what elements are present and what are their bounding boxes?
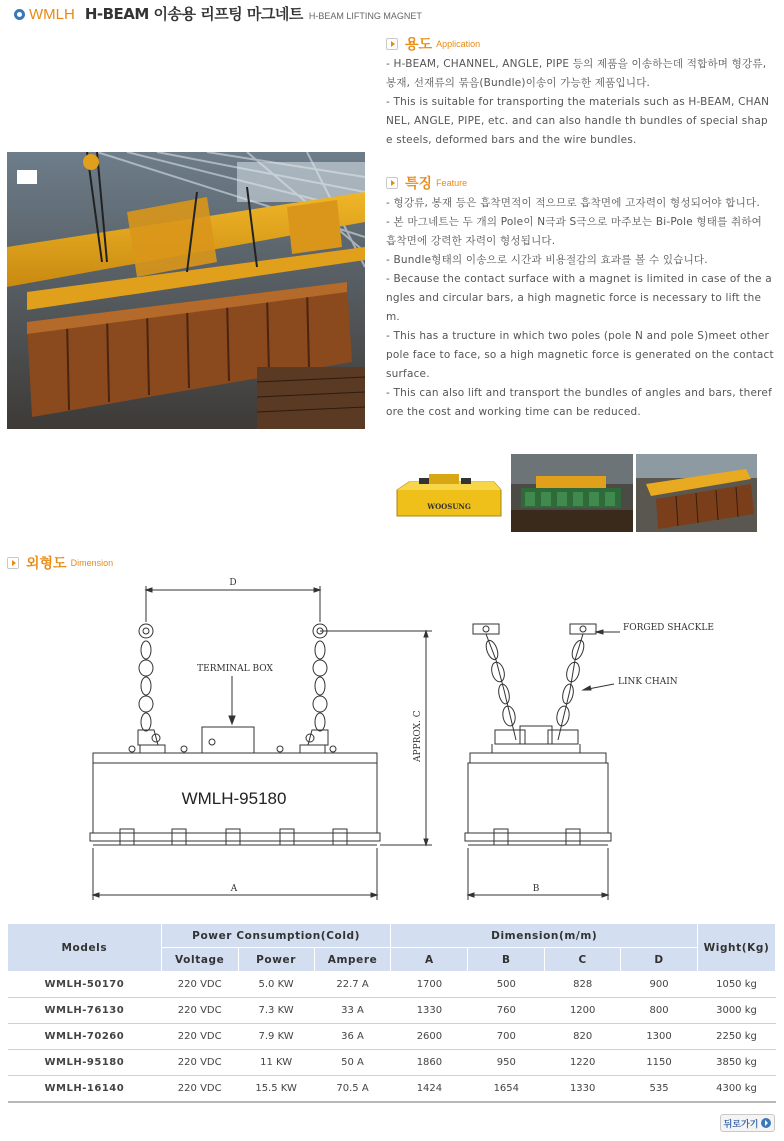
label-c: APPROX. C [413, 710, 423, 762]
label-terminal-box: TERMINAL BOX [197, 664, 273, 674]
cell-power: 7.3 KW [238, 998, 314, 1024]
cell-a: 1860 [391, 1050, 468, 1076]
cell-b: 760 [468, 998, 545, 1024]
application-title-en: Application [436, 39, 481, 49]
page-header [14, 3, 422, 21]
cell-a: 1424 [391, 1076, 468, 1102]
thumbnail-photo-bundle[interactable] [511, 454, 633, 532]
application-heading [386, 34, 480, 54]
cell-weight: 3850 kg [697, 1050, 775, 1076]
arrow-icon [386, 177, 398, 189]
table-row [8, 998, 776, 1024]
cell-model: WMLH-16140 [8, 1076, 162, 1102]
cell-weight: 4300 kg [697, 1076, 775, 1102]
cell-voltage: 220 VDC [161, 1050, 238, 1076]
dimension-drawing [0, 570, 784, 905]
cell-ampere: 70.5 A [314, 1076, 391, 1102]
cell-model: WMLH-50170 [8, 972, 162, 998]
cell-ampere: 33 A [314, 998, 391, 1024]
page-title: H-BEAM 이송용 리프팅 마그네트 [84, 5, 303, 23]
product-code: WMLH [29, 6, 75, 23]
feature-line: - Because the contact surface with a magnet is limited in case of the angles and circular bars, a high magnetic force is necessary to lift them. [386, 273, 772, 323]
cell-ampere: 50 A [314, 1050, 391, 1076]
cell-a: 2600 [391, 1024, 468, 1050]
cell-d: 900 [621, 972, 698, 998]
application-title-ko: 용도 [405, 37, 433, 53]
dimension-title-en: Dimension [70, 558, 114, 568]
label-d: D [229, 578, 237, 588]
label-a: A [230, 884, 238, 894]
label-b: B [532, 884, 540, 894]
cell-model: WMLH-70260 [8, 1024, 162, 1050]
table-row [8, 1024, 776, 1050]
cell-voltage: 220 VDC [161, 1076, 238, 1102]
main-product-photo [7, 152, 365, 429]
application-line: - This is suitable for transporting the materials such as H-BEAM, CHANNEL, ANGLE, PIPE, etc. and can also handle th bundles of special shape steels, deformed bars and the wire bundles. [386, 96, 770, 146]
cell-b: 700 [468, 1024, 545, 1050]
label-link-chain: LINK CHAIN [618, 677, 678, 687]
cell-power: 5.0 KW [238, 972, 314, 998]
cell-ampere: 22.7 A [314, 972, 391, 998]
cell-a: 1700 [391, 972, 468, 998]
back-button-label: 뒤로가기 [723, 1119, 759, 1130]
arrow-icon [7, 557, 19, 569]
feature-line: - 본 마그네트는 두 개의 Pole이 N극과 S극으로 마주보는 Bi-Pole 형태를 취하여 흡착면에 강력한 자력이 형성됩니다. [386, 216, 763, 247]
label-forged-shackle: FORGED SHACKLE [623, 623, 714, 633]
cell-b: 500 [468, 972, 545, 998]
cell-power: 11 KW [238, 1050, 314, 1076]
header-b: B [468, 948, 545, 972]
cell-weight: 2250 kg [697, 1024, 775, 1050]
cell-c: 828 [545, 972, 621, 998]
feature-text [386, 194, 774, 422]
table-header-row [8, 924, 776, 948]
arrow-right-icon [761, 1118, 771, 1128]
header-power: Power Consumption(Cold) [161, 924, 391, 948]
cell-model: WMLH-95180 [8, 1050, 162, 1076]
header-weight: Wight(Kg) [697, 924, 775, 972]
back-button[interactable] [720, 1114, 775, 1132]
arrow-icon [386, 38, 398, 50]
thumb-brand-text: WOOSUNG [427, 502, 471, 511]
drawing-model-label: WMLH-95180 [181, 789, 287, 808]
table-row [8, 972, 776, 998]
spec-table [7, 923, 776, 1103]
header-models: Models [8, 924, 162, 972]
table-row [8, 1076, 776, 1102]
feature-line: - Bundle형태의 이송으로 시간과 비용절감의 효과를 볼 수 있습니다. [386, 254, 708, 266]
header-c: C [545, 948, 621, 972]
cell-d: 1300 [621, 1024, 698, 1050]
feature-line: - This can also lift and transport the bundles of angles and bars, therefore the cost and working time can be reduced. [386, 387, 772, 418]
application-line: - H-BEAM, CHANNEL, ANGLE, PIPE 등의 제품을 이송하는데 적합하며 형강류, 봉재, 선재류의 묶음(Bundle)이송이 가능한 제품입니다. [386, 58, 767, 89]
cell-c: 820 [545, 1024, 621, 1050]
cell-d: 1150 [621, 1050, 698, 1076]
bullet-icon [14, 9, 25, 20]
table-row [8, 1050, 776, 1076]
cell-c: 1220 [545, 1050, 621, 1076]
cell-model: WMLH-76130 [8, 998, 162, 1024]
feature-title-en: Feature [436, 178, 468, 188]
feature-title-ko: 특징 [405, 176, 433, 192]
cell-c: 1200 [545, 998, 621, 1024]
dimension-title-ko: 외형도 [26, 556, 67, 572]
header-ampere: Ampere [314, 948, 391, 972]
cell-voltage: 220 VDC [161, 1024, 238, 1050]
header-d: D [621, 948, 698, 972]
header-power-kw: Power [238, 948, 314, 972]
thumbnail-magnet[interactable] [389, 454, 506, 532]
header-voltage: Voltage [161, 948, 238, 972]
cell-weight: 1050 kg [697, 972, 775, 998]
feature-line: - This has a tructure in which two poles (pole N and pole S)meet other pole face to face, so a high magnetic force is generated on the contact surface. [386, 330, 774, 380]
header-a: A [391, 948, 468, 972]
cell-a: 1330 [391, 998, 468, 1024]
cell-c: 1330 [545, 1076, 621, 1102]
cell-d: 800 [621, 998, 698, 1024]
feature-line: - 형강류, 봉재 등은 흡착면적이 적으므로 흡착면에 고자력이 형성되어야 합니다. [386, 197, 760, 209]
feature-heading [386, 173, 467, 193]
page-subtitle: H-BEAM LIFTING MAGNET [308, 11, 422, 21]
cell-d: 535 [621, 1076, 698, 1102]
cell-power: 15.5 KW [238, 1076, 314, 1102]
cell-ampere: 36 A [314, 1024, 391, 1050]
header-dimension: Dimension(m/m) [391, 924, 698, 948]
cell-voltage: 220 VDC [161, 998, 238, 1024]
cell-b: 950 [468, 1050, 545, 1076]
cell-voltage: 220 VDC [161, 972, 238, 998]
thumbnail-photo-hbeam[interactable] [636, 454, 757, 532]
cell-weight: 3000 kg [697, 998, 775, 1024]
cell-b: 1654 [468, 1076, 545, 1102]
cell-power: 7.9 KW [238, 1024, 314, 1050]
application-text [386, 55, 774, 150]
